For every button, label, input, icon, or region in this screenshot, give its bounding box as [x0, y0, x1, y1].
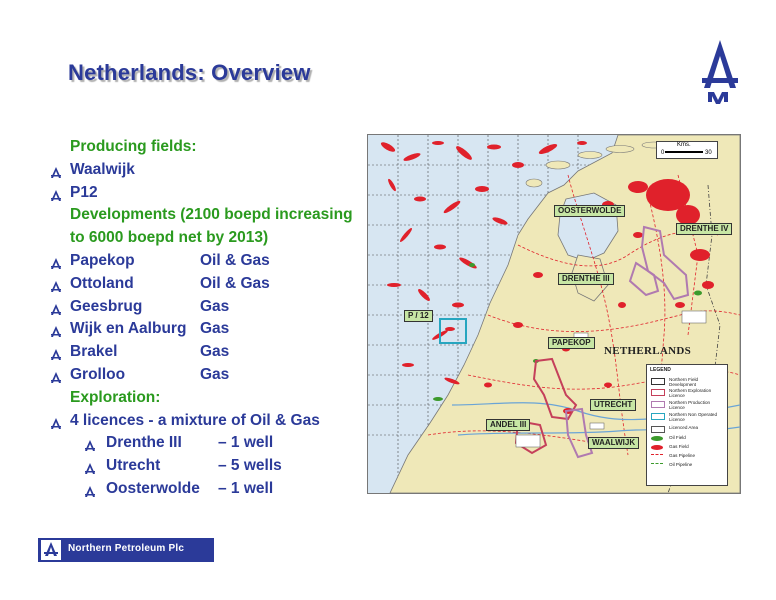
- list-item-text: Grolloo: [70, 365, 126, 383]
- section-heading: [48, 204, 378, 227]
- scale-unit: Kms.: [677, 142, 691, 148]
- section-heading: [48, 227, 378, 250]
- derrick-bullet-icon: [84, 437, 96, 449]
- list-item-text: Drenthe III: [106, 434, 182, 452]
- list-item-detail: Oil & Gas: [200, 274, 270, 292]
- list-item-text: Ottoland: [70, 274, 134, 292]
- licence-label-p12: P / 12: [404, 310, 433, 322]
- list-item-detail: Gas: [200, 297, 230, 315]
- sub-list-item: [48, 432, 378, 455]
- legend-item: Gas Field: [669, 444, 689, 449]
- list-item: [48, 250, 378, 273]
- scale-end: 30: [705, 150, 712, 156]
- legend-swatch: [651, 463, 663, 464]
- list-item: [48, 364, 378, 387]
- list-item-text: Exploration:: [70, 388, 161, 406]
- licence-label-utrecht: UTRECHT: [590, 399, 636, 411]
- list-item-text: to 6000 boepd net by 2013): [70, 229, 269, 247]
- list-item-detail: Oil & Gas: [200, 251, 270, 269]
- footer-logo-icon: [41, 540, 61, 560]
- section-heading: [48, 136, 378, 159]
- list-item-text: Utrecht: [106, 457, 161, 475]
- list-item-text: P12: [70, 183, 98, 201]
- northern-petroleum-derrick-logo: [700, 38, 740, 104]
- licence-label-oosterwolde: OOSTERWOLDE: [554, 205, 625, 217]
- legend-swatch: [651, 445, 663, 450]
- bullet-list: [48, 136, 378, 501]
- derrick-bullet-icon: [50, 346, 62, 358]
- legend-item: Oil Pipeline: [669, 462, 693, 467]
- list-item: [48, 159, 378, 182]
- list-item: [48, 341, 378, 364]
- list-item-text: Waalwijk: [70, 160, 135, 178]
- derrick-bullet-icon: [50, 187, 62, 199]
- page-title: Netherlands: Overview: [68, 60, 311, 85]
- list-item: [48, 273, 378, 296]
- legend-item: Oil Field: [669, 435, 686, 440]
- legend-swatch: [651, 401, 665, 408]
- list-item-text: Brakel: [70, 343, 118, 361]
- legend-item: Northern Field Development: [669, 377, 699, 387]
- derrick-bullet-icon: [50, 369, 62, 381]
- list-item-detail: Gas: [200, 320, 230, 338]
- scale-line: [665, 151, 703, 153]
- derrick-bullet-icon: [50, 255, 62, 267]
- legend-item: Northern Exploration Licence: [669, 388, 712, 398]
- section-heading: [48, 387, 378, 410]
- licence-map: [367, 134, 741, 494]
- legend-title: LEGEND: [650, 367, 671, 373]
- list-item: [48, 296, 378, 319]
- legend-swatch: [651, 378, 665, 385]
- derrick-bullet-icon: [50, 415, 62, 427]
- map-legend: [646, 364, 728, 486]
- list-item: [48, 182, 378, 205]
- legend-swatch: [651, 454, 663, 455]
- legend-swatch: [651, 426, 665, 433]
- legend-swatch: [651, 389, 665, 396]
- list-item-text: Geesbrug: [70, 297, 143, 315]
- derrick-bullet-icon: [50, 278, 62, 290]
- list-item-text: Papekop: [70, 251, 135, 269]
- list-item-text: Developments (2100 boepd increasing: [70, 206, 353, 224]
- derrick-bullet-icon: [50, 323, 62, 335]
- derrick-bullet-icon: [84, 483, 96, 495]
- list-item: [48, 410, 378, 433]
- list-item-text: 4 licences - a mixture of Oil & Gas: [70, 411, 320, 429]
- licence-label-drenthe-iv: DRENTHE IV: [676, 223, 732, 235]
- legend-item: Licenced Area: [669, 425, 699, 430]
- licence-label-drenthe-iii: DRENTHE III: [558, 273, 614, 285]
- derrick-bullet-icon: [50, 164, 62, 176]
- list-item-text: Producing fields:: [70, 138, 197, 155]
- legend-item: Northern Non Operated Licence: [669, 412, 718, 422]
- list-item-detail: – 1 well: [218, 479, 274, 497]
- list-item-detail: Gas: [200, 343, 230, 361]
- legend-swatch: [651, 436, 663, 441]
- licence-label-andel-iii: ANDEL III: [486, 419, 530, 431]
- scale-start: 0: [661, 150, 665, 156]
- derrick-bullet-icon: [50, 301, 62, 313]
- map-scale-bar: [656, 141, 718, 159]
- sub-list-item: [48, 455, 378, 478]
- footer-company-banner: [38, 538, 214, 562]
- legend-item: Gas Pipeline: [669, 453, 696, 458]
- licence-label-papekop: PAPEKOP: [548, 337, 595, 349]
- country-label: NETHERLANDS: [604, 345, 692, 357]
- sub-list-item: [48, 478, 378, 501]
- list-item-text: Wijk en Aalburg: [70, 320, 187, 338]
- footer-company-name: Northern Petroleum Plc: [68, 543, 185, 554]
- list-item: [48, 318, 378, 341]
- list-item-text: Oosterwolde: [106, 479, 200, 497]
- list-item-detail: Gas: [200, 365, 230, 383]
- list-item-detail: – 1 well: [218, 434, 274, 452]
- licence-label-waalwijk: WAALWIJK: [588, 437, 639, 449]
- list-item-detail: – 5 wells: [218, 457, 282, 475]
- derrick-bullet-icon: [84, 460, 96, 472]
- legend-swatch: [651, 413, 665, 420]
- legend-item: Northern Production Licence: [669, 400, 711, 410]
